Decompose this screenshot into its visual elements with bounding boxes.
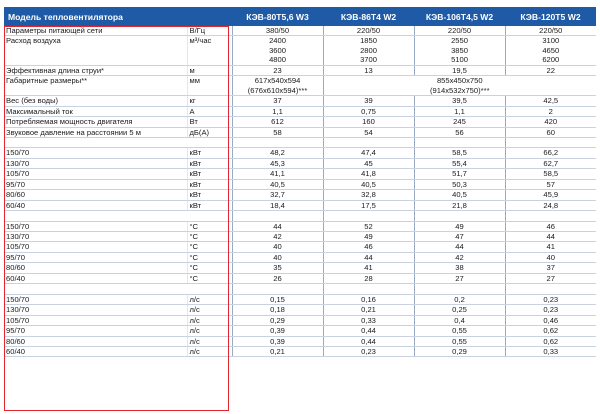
cell-value: 54 [323,127,414,137]
cell-value: 617x540x594 [232,76,323,86]
cell-empty [414,137,505,147]
table-row [4,326,596,336]
section-title [4,211,232,221]
cell-value: 0,25 [414,305,505,315]
row-label: Вес (без воды) [4,96,187,106]
row-label: 80/60 [4,190,187,200]
cell-value: 46 [505,221,596,231]
cell-value: 0,55 [414,336,505,346]
cell-value: 0,44 [323,326,414,336]
cell-value: 0,16 [323,294,414,304]
row-unit: кВт [187,190,232,200]
row-airflow-3 [4,55,596,65]
row-dimensions [4,76,596,86]
table-row [4,294,596,304]
header-row [4,7,596,26]
cell-value: 42 [232,232,323,242]
cell-empty [232,137,323,147]
row-unit: °С [187,263,232,273]
cell-value: 27 [505,273,596,283]
cell-value: 220/50 [414,26,505,36]
cell-value: 47,4 [323,148,414,158]
row-unit: В/Гц [187,26,232,36]
cell-empty [323,211,414,221]
cell-value: 49 [323,232,414,242]
cell-value: 0,29 [414,347,505,357]
row-unit: л/с [187,347,232,357]
cell-value: 66,2 [505,148,596,158]
cell-empty [414,284,505,294]
model-header: КЭВ-86Т4 W2 [323,7,414,26]
cell-value: 0,21 [323,305,414,315]
cell-value: 1,1 [232,106,323,116]
row-label: 105/70 [4,315,187,325]
cell-value: 0,62 [505,326,596,336]
table-row [4,190,596,200]
row-label: 60/40 [4,273,187,283]
model-header: КЭВ-106Т4,5 W2 [414,7,505,26]
cell-value: 49 [414,221,505,231]
row-label: 95/70 [4,179,187,189]
cell-value: 58 [232,127,323,137]
row-unit: л/с [187,305,232,315]
row-motor-power [4,117,596,127]
row-label: 130/70 [4,158,187,168]
cell-value: 160 [323,117,414,127]
row-label: 95/70 [4,252,187,262]
specs-table [4,7,596,357]
row-label: Параметры питающей сети [4,26,187,36]
cell-value: 27 [414,273,505,283]
cell-value: 2 [505,106,596,116]
cell-value: 0,75 [323,106,414,116]
cell-value: 18,4 [232,200,323,210]
row-unit: дБ(А) [187,127,232,137]
table-row [4,263,596,273]
cell-value: 39,5 [414,96,505,106]
row-unit: м [187,65,232,75]
cell-value: 612 [232,117,323,127]
table-row [4,252,596,262]
cell-empty [505,137,596,147]
row-dimensions-2 [4,86,596,96]
row-unit: м³/час [187,36,232,46]
cell-empty [505,284,596,294]
section-header-row [4,284,596,294]
cell-value: 23 [232,65,323,75]
row-airflow [4,36,596,46]
row-unit: кВт [187,148,232,158]
cell-value: 420 [505,117,596,127]
cell-value: 3600 [232,46,323,55]
cell-value: 855x450x750 [323,76,596,86]
cell-value: 1,1 [414,106,505,116]
cell-value: 44 [505,232,596,242]
row-unit: мм [187,76,232,86]
cell-value: 220/50 [323,26,414,36]
cell-value: 0,23 [323,347,414,357]
cell-value: 40 [505,252,596,262]
header-title: Модель тепловентилятора [4,7,232,26]
row-unit: л/с [187,294,232,304]
cell-value: 220/50 [505,26,596,36]
cell-value: 44 [232,221,323,231]
cell-value: 60 [505,127,596,137]
cell-empty [505,211,596,221]
cell-value: 45,9 [505,190,596,200]
row-unit: Вт [187,117,232,127]
row-unit: л/с [187,326,232,336]
cell-value: 0,21 [232,347,323,357]
row-label: 95/70 [4,326,187,336]
cell-value: 0,23 [505,294,596,304]
row-noise [4,127,596,137]
row-label: 105/70 [4,242,187,252]
cell-value: 44 [323,252,414,262]
row-current [4,106,596,116]
cell-empty [323,137,414,147]
row-unit: °С [187,232,232,242]
table-row [4,347,596,357]
cell-value: 62,7 [505,158,596,168]
cell-empty [232,284,323,294]
cell-value: 40,5 [323,179,414,189]
row-label: 150/70 [4,221,187,231]
cell-value: 13 [323,65,414,75]
cell-value: 45 [323,158,414,168]
cell-value: 44 [414,242,505,252]
cell-value: 35 [232,263,323,273]
cell-value: 0,33 [505,347,596,357]
cell-value: 0,62 [505,336,596,346]
cell-value: 42,5 [505,96,596,106]
row-unit: л/с [187,315,232,325]
cell-value: 40 [232,252,323,262]
cell-value: 2800 [323,46,414,55]
row-weight [4,96,596,106]
row-unit: кг [187,96,232,106]
row-label: 80/60 [4,263,187,273]
cell-value: 28 [323,273,414,283]
row-label: Эффективная длина струи* [4,65,187,75]
cell-value: 32,7 [232,190,323,200]
row-label: 60/40 [4,347,187,357]
cell-value: 50,3 [414,179,505,189]
cell-value: 245 [414,117,505,127]
cell-value: 41 [505,242,596,252]
cell-value: 0,4 [414,315,505,325]
cell-value: 41 [323,263,414,273]
cell-value: 37 [232,96,323,106]
row-unit: °С [187,252,232,262]
cell-value: 3850 [414,46,505,55]
row-label: 150/70 [4,294,187,304]
table-row [4,336,596,346]
row-airflow-2 [4,46,596,55]
row-unit: кВт [187,158,232,168]
cell-value: 39 [323,96,414,106]
cell-value: 0,23 [505,305,596,315]
cell-value: 0,39 [232,336,323,346]
cell-value: 42 [414,252,505,262]
cell-value: 51,7 [414,169,505,179]
cell-value: 19,5 [414,65,505,75]
row-label: Максимальный ток [4,106,187,116]
cell-value: 58,5 [505,169,596,179]
cell-value: 46 [323,242,414,252]
cell-value: 0,18 [232,305,323,315]
row-unit: л/с [187,336,232,346]
row-label: 150/70 [4,148,187,158]
table-row [4,305,596,315]
table-row [4,315,596,325]
cell-value: 55,4 [414,158,505,168]
table-row [4,200,596,210]
cell-value: 380/50 [232,26,323,36]
cell-value: 40,5 [232,179,323,189]
section-title [4,137,232,147]
model-header: КЭВ-120Т5 W2 [505,7,596,26]
row-unit: кВт [187,169,232,179]
row-unit: кВт [187,200,232,210]
cell-value: 32,8 [323,190,414,200]
cell-value: 22 [505,65,596,75]
cell-value: 0,39 [232,326,323,336]
table-row [4,273,596,283]
cell-value: 0,46 [505,315,596,325]
cell-value: 38 [414,263,505,273]
table-row [4,169,596,179]
row-jet [4,65,596,75]
row-unit: °С [187,273,232,283]
cell-value: 17,5 [323,200,414,210]
cell-value: 24,8 [505,200,596,210]
row-power [4,26,596,36]
cell-value: 2550 [414,36,505,46]
table-row [4,148,596,158]
row-unit: кВт [187,179,232,189]
cell-value: 40 [232,242,323,252]
cell-value: 58,5 [414,148,505,158]
section-header-row [4,211,596,221]
cell-value: 0,29 [232,315,323,325]
row-label: Габаритные размеры** [6,76,88,86]
cell-value: 1850 [323,36,414,46]
table-row [4,242,596,252]
cell-value: 0,55 [414,326,505,336]
row-label: Расход воздуха [6,36,61,46]
cell-empty [323,284,414,294]
cell-value: 21,8 [414,200,505,210]
cell-value: 40,5 [414,190,505,200]
row-label: 60/40 [4,200,187,210]
row-unit: °С [187,221,232,231]
table-row [4,158,596,168]
cell-value: 0,44 [323,336,414,346]
row-label: 105/70 [4,169,187,179]
section-header-row [4,137,596,147]
cell-value: 4650 [505,46,596,55]
cell-value: 0,15 [232,294,323,304]
model-header: КЭВ-80Т5,6 W3 [232,7,323,26]
row-label: 80/60 [4,336,187,346]
cell-value: 3100 [505,36,596,46]
cell-value: 57 [505,179,596,189]
row-label: 130/70 [4,232,187,242]
cell-value: 5100 [414,55,505,65]
cell-value: 37 [505,263,596,273]
cell-value: 48,2 [232,148,323,158]
cell-value: (676x610x594)*** [232,86,323,96]
row-label: 130/70 [4,305,187,315]
cell-value: 3700 [323,55,414,65]
row-label: Звуковое давление на расстоянии 5 м [4,127,187,137]
cell-value: 0,2 [414,294,505,304]
cell-value: (914x532x750)*** [323,86,596,96]
cell-value: 56 [414,127,505,137]
table-row [4,179,596,189]
row-unit: °С [187,242,232,252]
cell-value: 2400 [232,36,323,46]
row-label: Потребляемая мощность двигателя [4,117,187,127]
cell-empty [414,211,505,221]
cell-value: 47 [414,232,505,242]
cell-empty [232,211,323,221]
cell-value: 6200 [505,55,596,65]
cell-value: 45,3 [232,158,323,168]
cell-value: 41,8 [323,169,414,179]
cell-value: 26 [232,273,323,283]
row-unit: А [187,106,232,116]
cell-value: 0,33 [323,315,414,325]
cell-value: 4800 [232,55,323,65]
cell-value: 41,1 [232,169,323,179]
table-row [4,221,596,231]
cell-value: 52 [323,221,414,231]
table-row [4,232,596,242]
section-title [4,284,232,294]
